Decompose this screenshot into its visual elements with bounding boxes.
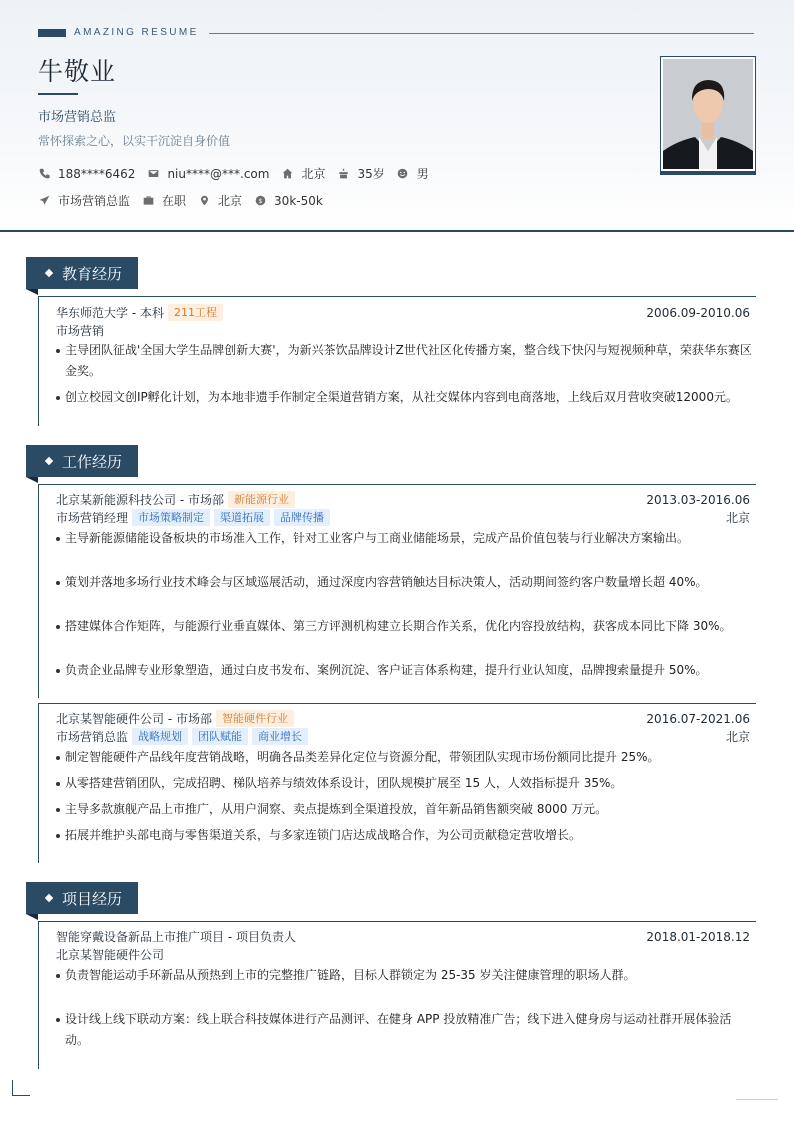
list-item: 设计线上线下联动方案：线上联合科技媒体进行产品测评、在健身 APP 投放精准广告；线下进入健身房与运动社群开展体验活动。	[54, 1009, 754, 1051]
project-date: 2018.01-2018.12	[646, 929, 750, 944]
work-section-title: 工作经历	[26, 445, 138, 477]
age-info	[337, 165, 384, 182]
list-item: 从零搭建营销团队，完成招聘、梯队培养与绩效体系设计，团队规模扩展至 15 人，人效指标提升 35%。	[54, 773, 754, 794]
industry-tag: 智能硬件行业	[216, 710, 294, 727]
list-item: 负责企业品牌专业形象塑造，通过白皮书发布、案例沉淀、客户证言体系构建，提升行业认知度，品牌搜索量提升 50%。	[54, 660, 754, 681]
mail-icon	[147, 168, 159, 180]
school-tag: 211工程	[168, 304, 223, 321]
profile-photo	[663, 59, 753, 169]
contact-row	[38, 165, 441, 182]
intent-row	[38, 192, 335, 209]
position-info	[38, 192, 130, 209]
svg-text:$: $	[258, 197, 263, 205]
location-pin-icon	[198, 195, 210, 207]
brand-divider	[209, 33, 754, 34]
target-city-text: 北京	[218, 194, 243, 208]
company-name: 北京某新能源科技公司 - 市场部	[56, 493, 224, 507]
photo-accent-bar	[660, 172, 756, 175]
diamond-icon	[45, 457, 53, 465]
email-info	[147, 167, 269, 181]
work-date: 2013.03-2016.06	[646, 492, 750, 507]
phone-text: 188****6462	[58, 166, 136, 181]
gender-text: 男	[416, 167, 429, 181]
brand-accent-bar	[38, 29, 66, 37]
education-section-title: 教育经历	[26, 257, 138, 289]
profile-photo-frame	[660, 56, 756, 172]
work-date: 2016.07-2021.06	[646, 711, 750, 726]
diamond-icon	[45, 269, 53, 277]
name-underline	[38, 93, 78, 95]
company-name: 北京某智能硬件公司 - 市场部	[56, 712, 212, 726]
phone-info	[38, 167, 135, 181]
list-item: 制定智能硬件产品线年度营销战略，明确各品类差异化定位与资源分配，带领团队实现市场份额同比提升 25%。	[54, 747, 754, 768]
project-section-title: 项目经历	[26, 882, 138, 914]
list-item: 主导多款旗舰产品上市推广，从用户洞察、卖点提炼到全渠道投放，首年新品销售额突破 8000 万元。	[54, 799, 754, 820]
industry-tag: 新能源行业	[228, 491, 295, 508]
email-text: niu****@***.com	[167, 166, 270, 181]
money-icon	[254, 195, 266, 207]
skill-tag: 市场策略制定	[132, 509, 210, 526]
position-text: 市场营销总监	[58, 194, 131, 208]
work-entry-2	[38, 703, 756, 863]
work-entry-1	[38, 484, 756, 698]
list-item: 拓展并维护头部电商与零售渠道关系，与多家连锁门店达成战略合作，为公司贡献稳定营收增长。	[54, 825, 754, 846]
status-info	[142, 192, 186, 209]
project-head	[56, 928, 750, 945]
send-icon	[38, 195, 50, 207]
job-title: 市场营销总监	[38, 110, 117, 125]
project-company: 北京某智能硬件公司	[56, 948, 165, 962]
education-date: 2006.09-2010.06	[646, 305, 750, 320]
role-row	[56, 509, 750, 526]
cake-icon	[337, 168, 349, 180]
skill-tag: 商业增长	[252, 728, 308, 745]
project-company-row	[56, 946, 750, 963]
list-item: 负责智能运动手环新品从预热到上市的完整推广链路，目标人群锁定为 25-35 岁关注健康管理的职场人群。	[54, 965, 754, 986]
list-item: 主导团队征战'全国大学生品牌创新大赛'，为新兴茶饮品牌设计Z世代社区化传播方案，整合线下快闪与短视频种草，荣获华东赛区金奖。	[54, 340, 754, 382]
work-location: 北京	[725, 730, 750, 744]
skill-tag: 品牌传播	[274, 509, 330, 526]
motto: 常怀探索之心，以实干沉淀自身价值	[38, 134, 231, 148]
work-head	[56, 491, 750, 508]
briefcase-icon	[142, 195, 154, 207]
city-info	[281, 165, 325, 182]
work-head	[56, 710, 750, 727]
status-text: 在职	[162, 194, 187, 208]
resume-header	[0, 0, 794, 232]
list-item: 创立校园文创IP孵化计划，为本地非遗手作制定全渠道营销方案，从社交媒体内容到电商落地，上线后双月营收突破12000元。	[54, 387, 754, 408]
city-text: 北京	[301, 167, 326, 181]
gender-info	[397, 165, 429, 182]
work-location: 北京	[725, 511, 750, 525]
list-item: 搭建媒体合作矩阵，与能源行业垂直媒体、第三方评测机构建立长期合作关系，优化内容投放结构，获客成本同比下降 30%。	[54, 616, 754, 637]
salary-info	[254, 194, 323, 208]
project-name: 智能穿戴设备新品上市推广项目 - 项目负责人	[56, 930, 296, 944]
skill-tag: 团队赋能	[192, 728, 248, 745]
education-head	[56, 304, 750, 321]
role-name: 市场营销总监	[56, 730, 129, 744]
school-name: 华东师范大学 - 本科	[56, 306, 164, 320]
education-entry	[38, 296, 756, 426]
target-city-info	[198, 192, 242, 209]
phone-icon	[38, 168, 50, 180]
role-name: 市场营销经理	[56, 511, 129, 525]
diamond-icon	[45, 894, 53, 902]
candidate-name: 牛敬业	[38, 57, 117, 86]
list-item: 主导新能源储能设备板块的市场准入工作，针对工业客户与工商业储能场景，完成产品价值包装与行业解决方案输出。	[54, 528, 754, 549]
smile-icon	[397, 168, 409, 180]
project-entry	[38, 921, 756, 1069]
brand-text: AMAZING RESUME	[74, 27, 199, 38]
page-corner-line	[736, 1099, 778, 1100]
list-item: 策划并落地多场行业技术峰会与区域巡展活动，通过深度内容营销触达目标决策人，活动期间签约客户数量增长超 40%。	[54, 572, 754, 593]
major-name: 市场营销	[56, 324, 105, 338]
major-row	[56, 322, 750, 339]
skill-tag: 渠道拓展	[214, 509, 270, 526]
skill-tag: 战略规划	[132, 728, 188, 745]
page-corner-mark	[12, 1080, 30, 1096]
salary-text: 30k-50k	[274, 193, 323, 208]
home-icon	[281, 168, 293, 180]
age-text: 35岁	[357, 167, 385, 181]
role-row	[56, 728, 750, 745]
